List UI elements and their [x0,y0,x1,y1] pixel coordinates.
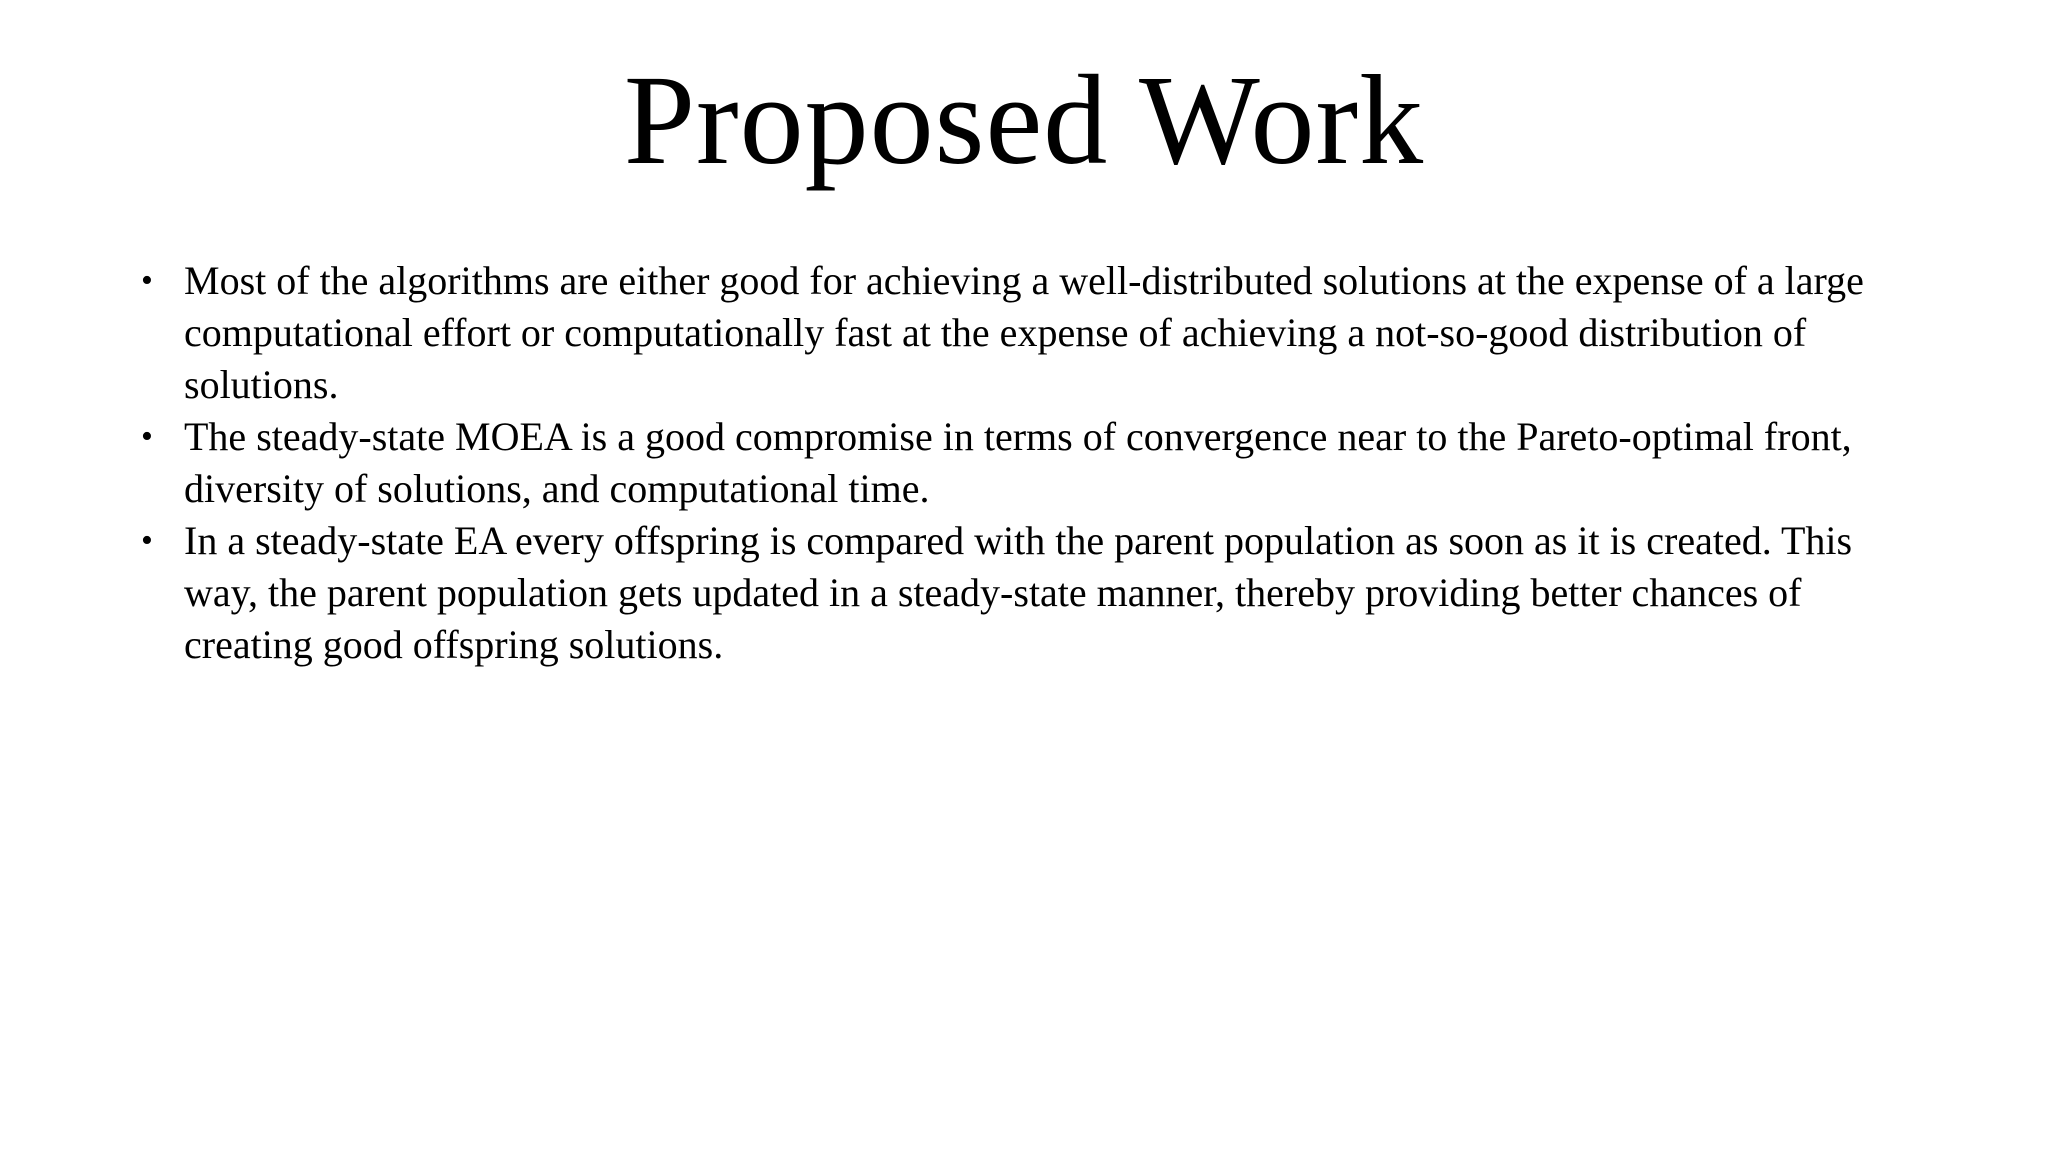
bullet-item [132,255,1932,411]
bullet-text: The steady-state MOEA is a good compromise in terms of convergence near to the Pareto-optimal front, diversity of solutions, and computational time. [184,414,1852,511]
bullet-list [132,255,1932,671]
slide-title: Proposed Work [623,49,1425,191]
bullet-text: Most of the algorithms are either good for achieving a well-distributed solutions at the expense of a large computational effort or computationally fast at the expense of achieving a not-so-good distribution of solutions. [184,258,1864,407]
bullet-item [132,411,1932,515]
bullet-text: In a steady-state EA every offspring is compared with the parent population as soon as it is created. This way, the parent population gets updated in a steady-state manner, thereby providing better chances of creating good offspring solutions. [184,518,1853,667]
bullet-dot-icon: • [141,418,153,455]
bullet-item [132,515,1932,671]
bullet-dot-icon: • [141,262,153,299]
bullet-dot-icon: • [141,522,153,559]
